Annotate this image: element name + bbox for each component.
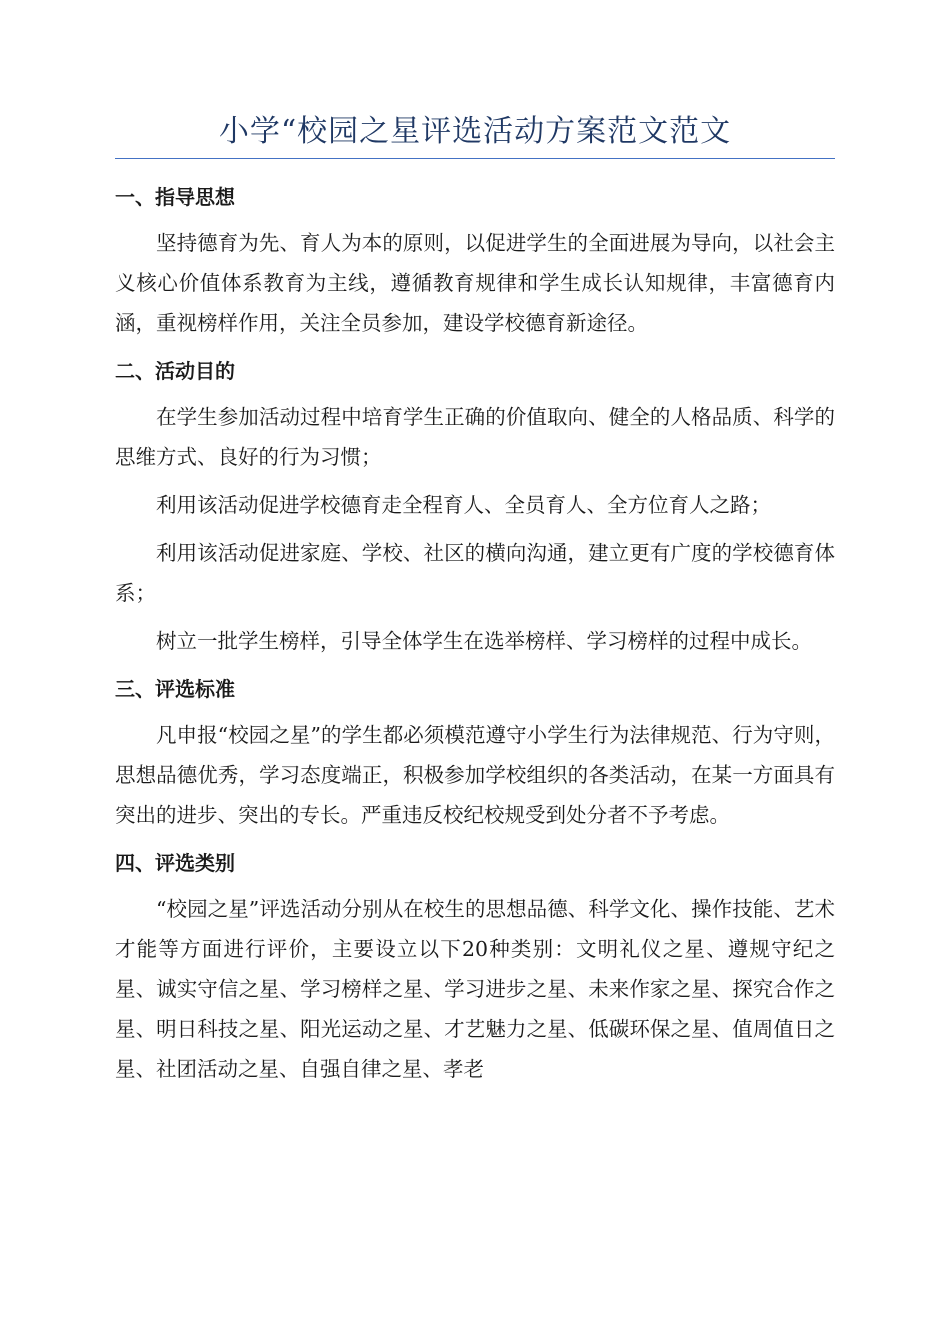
paragraph: 树立一批学生榜样，引导全体学生在选举榜样、学习榜样的过程中成长。 (156, 629, 812, 653)
paragraph: 凡申报“校园之星”的学生都必须模范遵守小学生行为法律规范、行为守则，思想品德优秀，学习态度端正，积极参加学校组织的各类活动，在某一方面具有突出的进步、突出的专长。严重违反校纪校规受到处分者不予考虑。 (115, 723, 835, 827)
paragraph: 坚持德育为先、育人为本的原则，以促进学生的全面进展为导向，以社会主义核心价值体系教育为主线，遵循教育规律和学生成长认知规律，丰富德育内涵，重视榜样作用，关注全员参加，建设学校德育新途径。 (115, 231, 835, 335)
paragraph: 在学生参加活动过程中培育学生正确的价值取向、健全的人格品质、科学的思维方式、良好的行为习惯； (115, 405, 835, 469)
section-heading-2: 二、活动目的 (115, 359, 235, 383)
section-heading-1: 一、指导思想 (115, 185, 235, 209)
document-title: 小学“校园之星评选活动方案范文范文 (115, 108, 835, 159)
section-heading-4: 四、评选类别 (115, 851, 235, 875)
paragraph: 利用该活动促进家庭、学校、社区的横向沟通，建立更有广度的学校德育体系； (115, 541, 835, 605)
paragraph: “校园之星”评选活动分别从在校生的思想品德、科学文化、操作技能、艺术才能等方面进行评价，主要设立以下20种类别：文明礼仪之星、遵规守纪之星、诚实守信之星、学习榜样之星、学习进步之星、未来作家之星、探究合作之星、明日科技之星、阳光运动之星、才艺魅力之星、低碳环保之星、值周值日之星、社团活动之星、自强自律之星、孝老 (115, 897, 835, 1081)
paragraph: 利用该活动促进学校德育走全程育人、全员育人、全方位育人之路； (156, 493, 771, 517)
section-heading-3: 三、评选标准 (115, 677, 235, 701)
document-page (115, 108, 835, 1089)
